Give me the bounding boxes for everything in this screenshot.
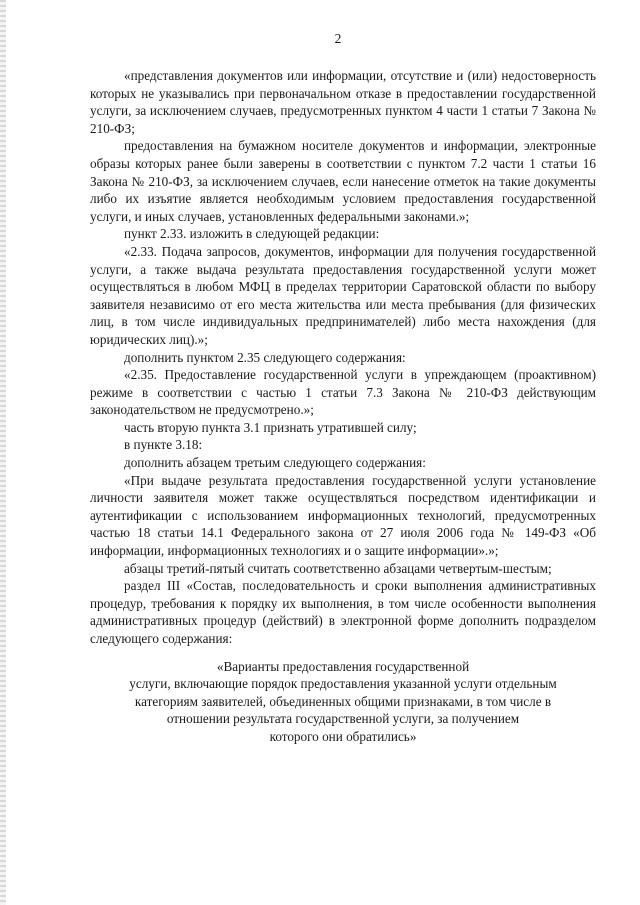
paragraph-add-third-abzac: дополнить абзацем третьим следующего содержания: — [124, 455, 426, 471]
subsection-heading-line: которого они обратились» — [269, 728, 417, 744]
scan-edge — [0, 0, 6, 905]
subsection-heading-line: «Варианты предоставления государственной — [216, 658, 470, 674]
paragraph-in-3-18: в пункте 3.18: — [124, 437, 203, 453]
page-number: 2 — [334, 31, 342, 46]
paragraph-paper-documents: предоставления на бумажном носителе документов и информации, электронные образы которых ранее были заверены в соответствии с пунктом 7.2 части 1 статьи 16 Закона № 210-ФЗ, за исключением случаев, если нанесение отметок на такие документы либо их изъятие является необходимым условием предоставления государственной услуги, и иных случаев, установленных федеральными законами.»; — [90, 138, 596, 224]
paragraph-2-33-text: «2.33. Подача запросов, документов, информации для получения государственной услуги, а также выдача результата предоставления государственной услуги может осуществляться в любом МФЦ в пределах территории Саратовской области по выбору заявителя независимо от его места жительства или места пребывания (для физических лиц, в том числе индивидуальных предпринимателей) либо места нахождения (для юридических лиц).»; — [90, 243, 596, 347]
paragraph-documents-inaccuracy: «представления документов или информации, отсутствие и (или) недостоверность которых не указывались при первоначальном отказе в предоставлении государственной услуги, за исключением случаев, предусмотренных пунктом 4 части 1 статьи 7 Закона № 210-ФЗ; — [90, 68, 596, 136]
subsection-heading — [90, 658, 596, 746]
paragraph-add-2-35: дополнить пунктом 2.35 следующего содержания: — [124, 349, 406, 365]
document-body — [90, 67, 596, 746]
paragraph-amend-2-33: пункт 2.33. изложить в следующей редакции: — [124, 226, 380, 242]
paragraph-2-35-text: «2.35. Предоставление государственной услуги в упреждающем (проактивном) режиме в соответствии с частью 1 статьи 7.3 Закона № 210-ФЗ действующим законодательством не предусмотрено.»; — [90, 367, 596, 418]
subsection-heading-line: отношении результата государственной услуги, за получением — [166, 711, 520, 727]
paragraph-renumber-abzacs: абзацы третий-пятый считать соответственно абзацами четвертым-шестым; — [124, 560, 552, 576]
subsection-heading-line: категориям заявителей, объединенных общими признаками, в том числе в — [134, 693, 552, 709]
paragraph-section-iii: раздел III «Состав, последовательность и сроки выполнения административных процедур, требования к порядку их выполнения, в том числе особенности выполнения административных процедур (действий) в электронной форме дополнить подразделом следующего содержания: — [90, 578, 596, 646]
paragraph-3-1-void: часть вторую пункта 3.1 признать утратившей силу; — [124, 419, 417, 435]
paragraph-identity-verification: «При выдаче результата предоставления государственной услуги установление личности заявителя может также осуществляться посредством идентификации и аутентификации с использованием информационных технологий, предусмотренных частью 18 статьи 14.1 Федерального закона от 27 июля 2006 года № 149-ФЗ «Об информации, информационных технологиях и о защите информации».»; — [90, 472, 596, 559]
subsection-heading-line: услуги, включающие порядок предоставления указанной услуги отдельным — [129, 676, 557, 692]
